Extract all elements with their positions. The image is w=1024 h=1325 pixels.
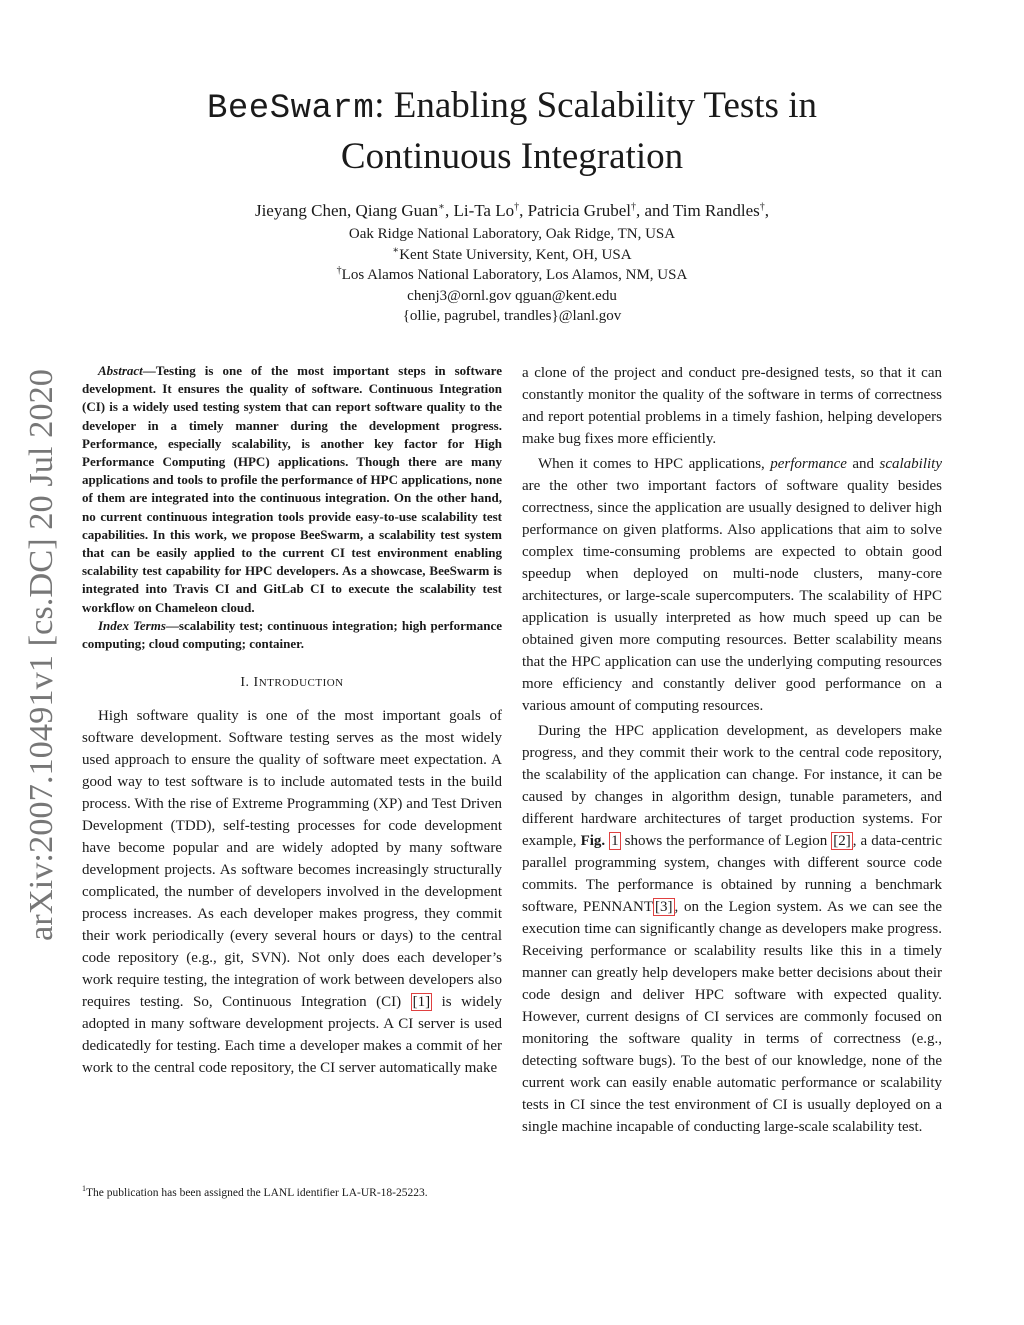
paper-title bbox=[82, 82, 942, 181]
intro-p3-d: , on the Legion system. As we can see the execution time can significantly change as developers make progress. Receiving performance or scalability results like this in a timely manner can greatly help developers make better decisions about their code design and deliver HPC software with expected quality. However, current designs of CI services are commonly focused on monitoring the software quality in terms of correctness (e.g., detecting software bugs). To the best of our knowledge, none of the current work can easily enable automatic performance or scalability tests in CI since the test environment of CI is usually deployed on a single machine incapable of conducting large-scale scalability test. bbox=[522, 899, 943, 1135]
intro-p2-and: and bbox=[846, 456, 880, 472]
citation-link-3[interactable]: [3] bbox=[655, 899, 673, 915]
intro-p3-c: , a data-centric parallel programming system, changes with different source code commits. The performance is obtained by running a benchmark software, PENNANT bbox=[522, 833, 942, 915]
abstract-label: Abstract bbox=[98, 363, 143, 378]
author-4: , Patricia Grubel bbox=[519, 201, 632, 220]
affiliation-ornl: Oak Ridge National Laboratory, Oak Ridge, TN, USA bbox=[348, 226, 676, 242]
title-rest: : Enabling Scalability Tests in bbox=[374, 85, 817, 126]
title-mono: BeeSwarm bbox=[207, 90, 375, 128]
intro-paragraph-2 bbox=[522, 453, 942, 717]
author-1: Jieyang Chen, bbox=[254, 201, 356, 220]
intro-p3-a: During the HPC application development, as developers make progress, and they commit their work to the central code repository, the scalability of the application can change. For instance, it can be caused by changes in algorithm design, tunable parameters, and different hardware architectures of target production systems. For example, bbox=[522, 723, 942, 849]
citation-link-1[interactable]: [1] bbox=[412, 994, 431, 1011]
affiliations bbox=[82, 224, 942, 327]
intro-paragraph-1 bbox=[82, 705, 502, 1079]
author-3-mark: † bbox=[514, 201, 520, 213]
affiliation-kent-mark: ∗ bbox=[392, 244, 400, 256]
intro-p2-performance: performance bbox=[770, 456, 847, 472]
intro-p2-a: When it comes to HPC applications, bbox=[538, 456, 771, 472]
section-first-letter: I bbox=[253, 675, 259, 691]
author-2-mark: ∗ bbox=[438, 201, 445, 213]
arxiv-sidebar bbox=[8, 365, 64, 945]
abstract bbox=[82, 362, 502, 617]
section-title-rest: NTRODUCTION bbox=[258, 677, 344, 690]
intro-p2-scalability: scalability bbox=[879, 456, 942, 472]
affiliation-lanl bbox=[82, 265, 942, 286]
index-terms-label: Index Terms bbox=[98, 617, 166, 633]
title-line2: Continuous Integration bbox=[340, 136, 684, 177]
author-5-tail: , bbox=[764, 201, 770, 220]
author-2: Qiang Guan bbox=[355, 201, 439, 220]
citation-link-2[interactable]: [2] bbox=[833, 833, 851, 849]
emails-line-2: {ollie, pagrubel, trandles}@lanl.gov bbox=[402, 308, 622, 324]
left-column bbox=[82, 362, 502, 1079]
author-4-mark: † bbox=[631, 201, 637, 213]
intro-p3-b: shows the performance of Legion bbox=[620, 833, 832, 849]
arxiv-stamp bbox=[8, 365, 64, 945]
section-heading-introduction bbox=[82, 675, 502, 691]
index-terms-text: —scalability test; continuous integration; high performance computing; cloud computing; container. bbox=[82, 617, 502, 652]
emails-line-1: chenj3@ornl.gov qguan@kent.edu bbox=[407, 287, 617, 304]
intro-paragraph-3 bbox=[522, 720, 942, 1138]
intro-p1-b: is widely adopted in many software development projects. A CI server is used dedicatedly for testing. Each time a developer makes a commit of her work to the central code repository, the CI server automatically make bbox=[82, 994, 502, 1077]
affiliation-lanl-mark: † bbox=[336, 265, 342, 276]
arxiv-id: arXiv:2007.10491v1 [cs.DC] 20 Jul 2020 bbox=[23, 376, 60, 941]
intro-p2-b: are the other two important factors of software quality besides correctness, since the application are usually designed to deliver high performance on given platforms. Also applications that aim to solve complex time-consuming problems are expected to obtain good speedup when deployed on multi-node clusters, many-core architectures, or large-scale supercomputers. The scalability of HPC application is usually interpreted as how much speed up can be obtained given more computing resources. Better scalability means that the HPC application can use the underlying computing resources more efficiency and constantly deliver good performance on a various amount of computing resources. bbox=[522, 478, 942, 714]
footnote bbox=[82, 1186, 522, 1200]
figure-link-1[interactable]: 1 bbox=[611, 833, 619, 849]
section-numeral: I. bbox=[240, 675, 254, 691]
author-3: , Li-Ta Lo bbox=[444, 201, 515, 220]
author-5: , and Tim Randles bbox=[636, 201, 760, 220]
figure-label: Fig. bbox=[580, 833, 606, 849]
right-column bbox=[522, 362, 942, 1138]
index-terms bbox=[82, 617, 502, 653]
affiliation-kent bbox=[82, 245, 942, 266]
author-5-mark: † bbox=[759, 201, 765, 213]
affiliation-kent-text: Kent State University, Kent, OH, USA bbox=[399, 246, 632, 263]
intro-paragraph-1-continued: a clone of the project and conduct pre-designed tests, so that it can constantly monitor the quality of the software in terms of correctness and report potential problems in a timely fashion, helping developers make bug fixes more efficiently. bbox=[522, 365, 942, 447]
abstract-text: —Testing is one of the most important steps in software development. It ensures the quality of software. Continuous Integration (CI) is a widely used testing system that can report software quality to the developer in a timely manner during the development progress. Performance, especially scalability, is another key factor for High Performance Computing (HPC) applications. Though there are many applications and tools to profile the performance of HPC applications, none of them are integrated into the continuous integration. On the other hand, no current continuous integration tools provide easy-to-use scalability test capabilities. In this work, we propose BeeSwarm, a scalability test system that can be easily applied to the current CI test environment enabling scalability test capability for HPC developers. As a showcase, BeeSwarm is integrated into Travis CI and GitLab CI to execute the scalability test workflow on Chameleon cloud. bbox=[82, 363, 502, 615]
intro-p1-a: High software quality is one of the most important goals of software development. Software testing serves as the most widely used approach to ensure the quality of software meet expectation. A good way to test software is to include automated tests in the build process. With the rise of Extreme Programming (XP) and Test Driven Development (TDD), self-testing processes for code development have become popular and are widely adopted by many software development projects. As software becomes increasingly structurally complicated, the number of developers involved in the development process increases. As each developer makes progress, they commit their work periodically (every several hours or days) to the central code repository (e.g., git, SVN). Not only does each developer’s work require testing, the integration of work between developers also requires testing. So, Continuous Integration (CI) bbox=[82, 708, 502, 1011]
footnote-mark: 1 bbox=[82, 1184, 86, 1194]
affiliation-lanl-text: Los Alamos National Laboratory, Los Alamos, NM, USA bbox=[341, 267, 688, 283]
footnote-text: The publication has been assigned the LANL identifier LA-UR-18-25223. bbox=[86, 1187, 428, 1199]
author-list bbox=[82, 200, 942, 222]
